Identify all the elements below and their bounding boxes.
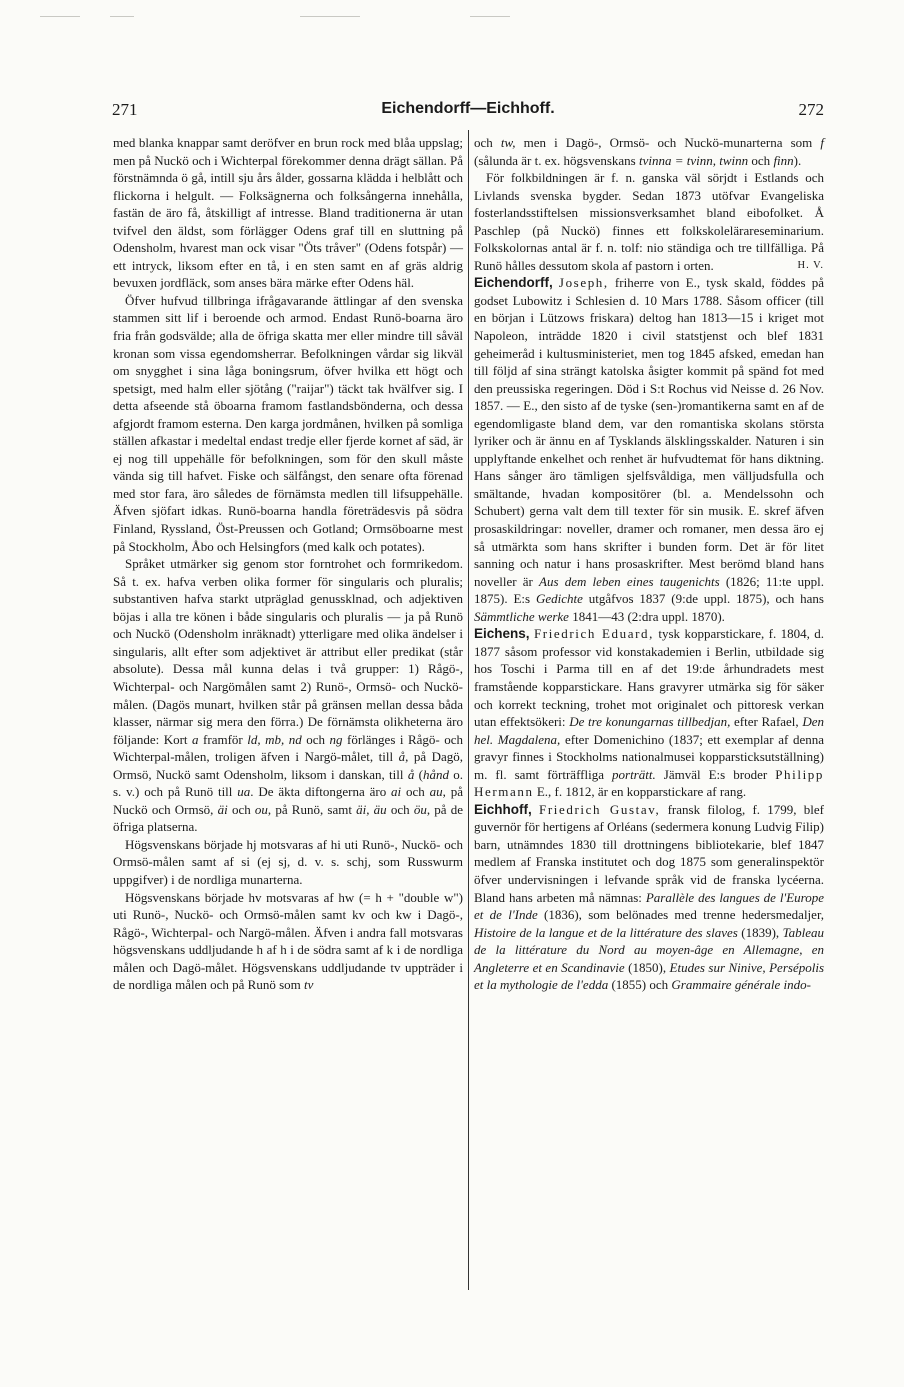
- page-number-left: 271: [112, 100, 138, 119]
- entry-eichhoff: Eichhoff, Friedrich Gustav, fransk filolog, f. 1799, blef guvernör för hertigens af Orléans (sedermera konung Ludvig Filip) barn, utnämndes 1830 till drottningens bibliotekarie, blef 1847 medlem af Franska institutet och dog 1875 som generalinspektör öfver undervisningen i lefvande språk vid de franska lycéerna. Bland hans arbeten må nämnas: Parallèle des langues de l'Europe et de l'Inde (1836), som belönades med trenne hedersmedaljer, Histoire de la langue et de la littérature des slaves (1839), Tableau de la littérature du Nord au moyen-âge en Allemagne, en Angleterre et en Scandinavie (1850), Etudes sur Ninive, Persépolis et la mythologie de l'edda (1855) och Grammaire générale indo-: [474, 801, 825, 993]
- running-title: Eichendorff—Eichhoff.: [381, 100, 555, 117]
- paragraph: Språket utmärker sig genom stor forntrohet och formrikedom. Så t. ex. hafva verben olika former för singularis och pluralis; substantiven hafva starkt utpräglad genussklnad, och adjektiven böjas i alla tre könen i både singularis och pluralis — ja på Runö och Nuckö (Odensholm inräknadt) ytterligare med olika ändelser i singularis, allt efter som adjektivet är attribut eller predikat (står absolute). Dessa mål kunna delas i två grupper: 1) Rågö-, Wichterpal- och Nargömålen samt 2) Runö-, Ormsö- och Nuckö-målen. (Dagös munart, hvilken står på gränsen mellan dessa båda klasser, närmar sig mera den förra.) De förnämsta olikheterna äro följande: Kort a framför ld, mb, nd och ng förlänges i Rågö- och Wichterpal-målen, troligen äfven i Nargö-målet, till å, på Dagö, Ormsö, Nuckö samt Odensholm, liksom i danskan, till å (hånd o. s. v.) och på Runö till ua. De äkta diftongerna äro ai och au, på Nuckö och Ormsö, äi och ou, på Runö, samt äi, äu och öu, på de öfriga platserna.: [113, 556, 464, 835]
- left-column: [113, 134, 463, 994]
- headword: Eichendorff,: [474, 275, 553, 291]
- entry-eichendorff: Eichendorff, Joseph, friherre von E., tysk skald, föddes på godset Lubowitz i Schlesien d. 10 Mars 1788. Såsom officer (till en början i Lützows friskara) deltog han 1813—15 i kriget mot Napoleon, inträdde 1820 i civil statstjenst och blef 1831 geheimeråd i kultusministeriet, men tog 1845 afsked, emedan han till följd af sina strängt katolska åsigter kommit på spänd fot med den preussiska regeringen. Död i S:t Rochus vid Neisse d. 26 Nov. 1857. — E., den sisto af de tyske (sen-)romantikerna samt en af de egendomligaste bland dem, var den romantiska skolans största lyriker och är ännu en af Tysklands älsklingsskalder. Naturen i sin upplyftande enkelhet och renhet är hufvudtemat för hans diktning. Hans sånger äro tämligen sjelfsvåldiga, men välljudsfulla och smältande, hvadan kompositörer (bl. a. Mendelssohn och Schubert) gerna valt dem till texter för sin musik. E. skref äfven prosaskildringar: noveller, dramer och romaner, men dessa äro ej så utmärkta som hans skrifter i bunden form. Det är för litet sanning och natur i hans prosaskrifter. Mest berömd bland hans noveller är Aus dem leben eines taugenichts (1826; 11:te uppl. 1875). E:s Gedichte utgåfvos 1837 (9:de uppl. 1875), och hans Sämmtliche werke 1841—43 (2:dra uppl. 1870).: [474, 275, 825, 624]
- right-column: [474, 134, 824, 994]
- paragraph: Öfver hufvud tillbringa ifrågavarande ättlingar af den svenska stammen sitt lif i beroende och armod. Endast Runö-boarna äro fria från godsvälde; alla de öfriga skatta mer eller mindre till såväl kronan som vissa egendomsherrar. Befolkningen vårdar sig likväl om snygghet i sina låga boningsrum, öfver hvilka ett högt och spetsigt, med halm eller sjötång ("raijar") täckt tak hvälfver sig. I detta afseende stå öboarna framom fastlandsbönderna, och dessa afgjordt framom esterna. Den karga jordmånen, hvilken på somliga ställen afkastar i medeltal endast tredje eller fjerde kornet af säd, är ej nog till uppehälle för befolkningen, som för den skull måste vända sig till hafvet. Fiske och sälfångst, den senare ofta förenad med stor fara, äro således de förnämsta medlen till lifsuppehälle. Äfven sjöfart idkas. Runö-boarna handla företrädesvis på södra Finland, Ryssland, Öst-Preussen och Gotland; Ormsöboarne mest på Stockholm, Åbo och Helsingfors (med kalk och potates).: [113, 292, 463, 554]
- entry-eichens: Eichens, Friedrich Eduard, tysk kopparstickare, f. 1804, d. 1877 såsom professor vid konstakademien i Berlin, utbildade sig hos Toschi i Parma till en af det 19:de århundradets mest framstående kopparstickare. Hans gravyrer utmärka sig för säker och korrekt teckning, trohet mot originalet och pittoresk verkan utan effektsökeri: De tre konungarnas tillbedjan, efter Rafael, Den hel. Magdalena, efter Domenichino (1837; ett exemplar af denna gravyr finnes i Stockholms nationalmusei kopparsticksutställning) m. fl. samt förträffliga porträtt. Jämväl E:s broder Philipp Hermann E., f. 1812, är en kopparstickare af rang.: [474, 626, 825, 800]
- column-divider: [468, 130, 469, 1290]
- headword: Eichens,: [474, 626, 530, 642]
- page-number-right: 272: [798, 100, 824, 119]
- headword: Eichhoff,: [474, 801, 532, 817]
- page-header: [112, 100, 824, 122]
- scan-edge-marks: [0, 0, 904, 22]
- paragraph: Högsvenskans började hv motsvaras af hw (= h + "double w") uti Runö-, Nuckö- och Ormsö-målen samt kv och kw i Dagö-, Rågö-, Wichterpal- och Nargö-målen. Äfven i andra fall motsvaras högsvenskans uddljudande h af h i de södra samt af k i de nordliga målen och Dagö-målet. Högsvenskans uddljudande tv uppträder i de nordliga målen och på Runö som tv: [113, 889, 463, 993]
- paragraph: och tw, men i Dagö-, Ormsö- och Nuckö-munarterna som f (sålunda är t. ex. högsvenskans tvinna = tvinn, twinn och finn).: [474, 135, 825, 168]
- author-signature: H. V.: [797, 259, 824, 271]
- paragraph: med blanka knappar samt deröfver en brun rock med blåa uppslag; men på Nuckö och i Wichterpal förekommer denna drägt sällan. På förstnämnda ö gå, intill sju års ålder, gossarna klädda i helblått och flickorna i helgult. — Folksägnerna och folksångerna innehålla, fastän de äro få, åtskilligt af intresse. Bland traditionerna är utan tvifvel den äldst, som förlägger Odens graf till en sluttning på Odensholm, hvarest man ock visar "Öts tråver" (Odens fotspår) — ett intryck, liksom efter en tå, i en sten samt en af gräs aldrig bevuxen jordfläck, som anses bära märke efter Odens häl.: [113, 135, 463, 291]
- paragraph: För folkbildningen är f. n. ganska väl sörjdt i Estlands och Livlands svenska bygder. Sedan 1873 utöfvar Evangeliska fosterlandsstiftelsen missionsverksamhet bland eibofolket. Å Paschlep (på Nuckö) finnes ett folkskolelärareseminarium. Folkskolornas antal är f. n. tolf: nio ständiga och tre tillfälliga. På Runö hålles dessutom skola af pastorn i orten. H. V.: [474, 170, 824, 273]
- paragraph: Högsvenskans började hj motsvaras af hi uti Runö-, Nuckö- och Ormsö-målen samt af si (ej sj, d. v. s. schj, som Russwurm uppgifver) i de nordliga munarterna.: [113, 836, 463, 887]
